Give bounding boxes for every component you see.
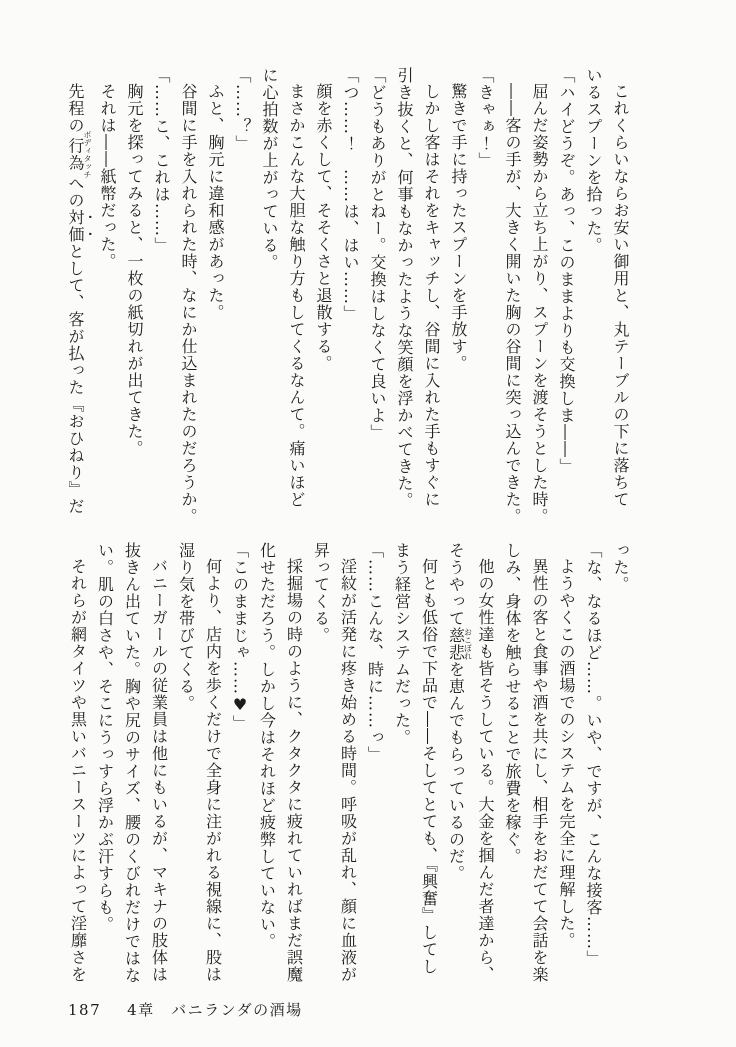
text-run: として、客が払った『おひねり』だ [66, 243, 85, 515]
text-run: 昇ってくる。 [311, 542, 331, 644]
text-line [472, 542, 499, 1004]
text-line [526, 67, 553, 529]
text-run: 化せただろう。しかし今はそれほど疲弊していない。 [257, 542, 277, 950]
text-run: 「……？」 [233, 67, 252, 152]
text-line [335, 542, 362, 1004]
text-run: 湿り気を帯びてくる。 [176, 542, 196, 712]
top-text-block [62, 67, 634, 529]
text-line [256, 67, 283, 529]
text-line [472, 67, 499, 529]
text-run: ふと、胸元に違和感があった。 [206, 83, 225, 321]
text-line [389, 542, 416, 1004]
text-run: 「つ……！ ……は、はい……」 [341, 67, 360, 322]
text-line [62, 67, 94, 529]
text-line [146, 542, 173, 1004]
text-run: バニーガールの従業員は他にもいるが、マキナの肢体は [149, 558, 169, 983]
text-line [607, 67, 634, 529]
text-run: 淫紋が活発に疼き始める時間。呼吸が乱れ、顔に血液が [338, 558, 358, 983]
text-run: しかし客はそれをキャッチし、谷間に入れた手もすぐに [422, 83, 441, 508]
page-footer [68, 999, 303, 1020]
text-line [391, 67, 418, 529]
text-run: それらが網タイツや黒いバニースーツによって淫靡さを [68, 558, 88, 983]
emphasized-text: 対価 [66, 209, 85, 243]
text-line [173, 542, 200, 1004]
text-run: 屈んだ姿勢から立ち上がり、スプーンを渡そうとした時。 [530, 83, 549, 525]
text-run: 胸元を探ってみると、一枚の紙切れが出てきた。 [125, 83, 144, 457]
text-line [310, 67, 337, 529]
text-line [92, 542, 119, 1004]
text-run: を恵んでもらっているのだ。 [446, 661, 466, 882]
text-line [362, 542, 389, 1004]
text-run: 採掘場の時のように、クタクタに疲れていればまだ誤魔 [284, 558, 304, 983]
text-run: 「な、なるほど……。いや、ですが、こんな接客……」 [584, 542, 603, 967]
text-line [416, 542, 443, 1004]
text-run: 「……こんな、時に……っ」 [365, 542, 385, 763]
text-run: 何とも低俗で下品で――そしてとても、『興奮』してし [419, 558, 439, 975]
text-line [65, 542, 92, 1004]
text-run: 異性の客と食事や酒を共にし、相手をおだてて会話を楽 [530, 558, 549, 983]
text-line [175, 67, 202, 529]
text-line [283, 67, 310, 529]
text-line [418, 67, 445, 529]
text-line [443, 542, 473, 1004]
text-run: まさかこんな大胆な触り方もしてくるなんて。痛いほど [287, 83, 306, 508]
text-line [227, 542, 254, 1004]
text-run: これくらいならお安い御用と、丸テーブルの下に落ちて [611, 83, 630, 508]
text-run: った。 [611, 542, 630, 593]
text-line [607, 542, 634, 1004]
bottom-text-block [65, 542, 635, 1004]
text-line [445, 67, 472, 529]
text-run: そうやって [446, 542, 466, 627]
text-run: 抜きん出ていた。胸や尻のサイズ、腰のくびれだけではな [122, 542, 142, 984]
text-line [364, 67, 391, 529]
text-run: に心拍数が上がっている。 [260, 67, 279, 271]
text-line [121, 67, 148, 529]
text-run: 顔を赤くして、そそくさと退散する。 [314, 83, 333, 372]
text-line [553, 542, 580, 1004]
text-line [499, 542, 526, 1004]
text-run: 「このままじゃ……♥」 [230, 542, 250, 732]
text-run: 先程の [66, 83, 85, 134]
text-line [526, 542, 553, 1004]
text-run: 「ハイどうぞ。あっ、このままよりも交換しま――」 [557, 67, 576, 475]
text-run: ――客の手が、大きく開いた胸の谷間に突っ込んできた。 [503, 83, 522, 525]
text-line [94, 67, 121, 529]
ruby-annotated-text: 慈悲おこぼれ [446, 627, 473, 661]
text-line [337, 67, 364, 529]
text-run: 他の女性達も皆そうしている。大金を掴んだ者達から、 [476, 558, 495, 983]
text-run: それは――紙幣だった。 [98, 83, 117, 270]
text-run: 谷間に手を入れられた時、なにか仕込まれたのだろうか。 [179, 83, 198, 525]
chapter-title: 4章 バニランダの酒場 [127, 1001, 303, 1019]
page-number: 187 [68, 1001, 102, 1019]
text-run: 引き抜くと、何事もなかったような笑顔を浮かべてきた。 [395, 67, 414, 509]
text-run: ようやくこの酒場でのシステムを完全に理解した。 [557, 558, 576, 949]
text-line [308, 542, 335, 1004]
text-run: い。肌の白さや、そこにうっすら浮かぶ汗すらも。 [95, 542, 115, 933]
text-line [119, 542, 146, 1004]
text-run: 「どうもありがとねー。交換はしなくて良いよ」 [368, 67, 387, 441]
text-line [200, 542, 227, 1004]
ruby-annotated-text: 行為ボディタッチ [66, 130, 92, 179]
text-line [281, 542, 308, 1004]
text-run: 何より、店内を歩くだけで全身に注がれる視線に、股は [203, 558, 223, 983]
text-run: への [66, 175, 85, 209]
text-line [499, 67, 526, 529]
text-run: いるスプーンを拾った。 [584, 67, 603, 254]
text-run: まう経営システムだった。 [392, 542, 412, 746]
text-line [148, 67, 175, 529]
text-line [229, 67, 256, 529]
text-line [202, 67, 229, 529]
text-line [580, 67, 607, 529]
text-run: 驚きで手に持ったスプーンを手放す。 [449, 83, 468, 372]
text-run: 「……こ、これは……」 [152, 67, 171, 254]
text-line [580, 542, 607, 1004]
text-run: しみ、身体を触らせることで旅費を稼ぐ。 [503, 542, 522, 865]
text-line [553, 67, 580, 529]
text-line [254, 542, 281, 1004]
text-run: 「きゃぁ！」 [476, 67, 495, 169]
